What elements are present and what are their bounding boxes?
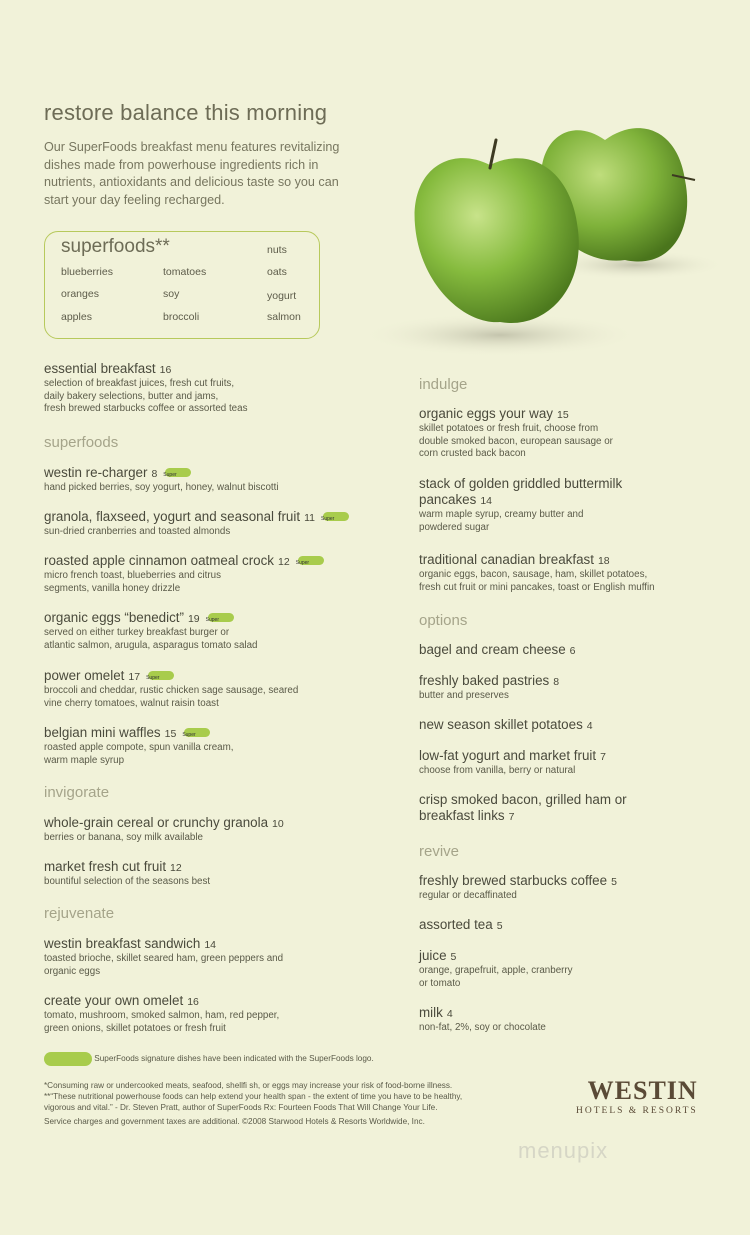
item-name: whole-grain cereal or crunchy granola: [44, 815, 269, 830]
menu-item: [419, 673, 749, 703]
item-price: 5: [496, 920, 503, 932]
menu-item: [419, 748, 749, 778]
item-description: non-fat, 2%, soy or chocolate: [419, 1022, 546, 1033]
menu-item: [44, 859, 374, 889]
item-description: butter and preserves: [419, 690, 509, 701]
item-price: 4: [586, 720, 593, 732]
item-description: bountiful selection of the seasons best: [44, 876, 211, 887]
menu-item: [44, 509, 384, 539]
item-price: 16: [187, 996, 199, 1008]
item-description: skillet potatoes or fresh fruit, choose from double smoked bacon, european sausage or corn crusted back bacon: [419, 423, 613, 459]
superfoods-logo-icon: [148, 671, 174, 680]
item-description: roasted apple compote, spun vanilla cream, warm maple syrup: [44, 742, 234, 766]
superfood-item: oats: [267, 266, 287, 278]
item-name: belgian mini waffles: [44, 725, 161, 740]
watermark: menupix: [518, 1138, 609, 1163]
footnote-line: **“These nutritional powerhouse foods can help extend your health span - the extent of time you have to be healthy,: [44, 1092, 463, 1101]
footnote-line: *Consuming raw or undercooked meats, seafood, shellfi sh, or eggs may increase your risk of food-borne illness.: [44, 1081, 453, 1090]
item-description: served on either turkey breakfast burger or atlantic salmon, arugula, asparagus tomato salad: [44, 627, 258, 651]
menu-item: [44, 815, 374, 845]
item-description: hand picked berries, soy yogurt, honey, walnut biscotti: [44, 482, 279, 493]
item-description: broccoli and cheddar, rustic chicken sage sausage, seared vine cherry tomatoes, walnut raisin toast: [44, 685, 299, 709]
item-price: 5: [450, 951, 457, 963]
menu-item: [44, 668, 374, 710]
item-name: crisp smoked bacon, grilled ham or breakfast links: [419, 792, 627, 823]
superfood-item: soy: [163, 288, 180, 300]
item-description: regular or decaffinated: [419, 890, 517, 901]
item-description: selection of breakfast juices, fresh cut fruits, daily bakery selections, butter and jams, fresh brewed starbucks coffee or assorted teas: [44, 378, 248, 414]
item-name: organic eggs “benedict”: [44, 610, 184, 625]
item-price: 10: [272, 818, 284, 830]
item-description: orange, grapefruit, apple, cranberry or tomato: [419, 965, 573, 989]
menu-item: [419, 552, 749, 594]
item-description: berries or banana, soy milk available: [44, 832, 204, 843]
menu-item: [419, 917, 749, 934]
superfood-item: yogurt: [267, 290, 297, 302]
brand-subtitle: HOTELS & RESORTS: [576, 1106, 698, 1116]
menu-item: [44, 993, 374, 1035]
item-name: westin re-charger: [44, 465, 148, 480]
item-name: bagel and cream cheese: [419, 642, 566, 657]
item-description: tomato, mushroom, smoked salmon, ham, red pepper, green onions, skillet potatoes or fresh fruit: [44, 1010, 280, 1034]
item-name: stack of golden griddled buttermilk pancakes: [419, 476, 623, 507]
section-heading-options: options: [419, 612, 468, 629]
item-price: 16: [159, 364, 172, 376]
item-price: 8: [553, 676, 560, 688]
item-name: assorted tea: [419, 917, 493, 932]
item-name: low-fat yogurt and market fruit: [419, 748, 597, 763]
item-description: micro french toast, blueberries and citrus segments, vanilla honey drizzle: [44, 570, 221, 594]
superfoods-logo-icon: [184, 728, 210, 737]
item-description: toasted brioche, skillet seared ham, green peppers and organic eggs: [44, 953, 284, 977]
item-description: choose from vanilla, berry or natural: [419, 765, 576, 776]
section-heading-indulge: indulge: [419, 376, 468, 393]
green-apples-image: [350, 110, 750, 370]
item-price: 18: [597, 555, 610, 567]
apples-svg: [350, 110, 750, 370]
superfoods-logo-icon: [208, 613, 234, 622]
item-price: 19: [187, 613, 200, 625]
menu-item: [44, 553, 374, 595]
menu-item: [419, 406, 749, 461]
item-price: 14: [480, 495, 493, 507]
item-name: organic eggs your way: [419, 406, 553, 421]
item-name: freshly brewed starbucks coffee: [419, 873, 608, 888]
superfoods-logo-icon: [165, 468, 191, 477]
westin-logo: [576, 1076, 698, 1116]
superfood-item: salmon: [267, 311, 301, 323]
superfoods-logo-icon: [323, 512, 349, 521]
item-name: westin breakfast sandwich: [44, 936, 201, 951]
item-name: milk: [419, 1005, 443, 1020]
item-price: 12: [278, 556, 290, 568]
item-name: essential breakfast: [44, 361, 156, 376]
menu-item: [419, 948, 749, 990]
superfoods-title: superfoods**: [61, 236, 170, 257]
item-price: 15: [164, 728, 177, 740]
item-price: 4: [446, 1008, 453, 1020]
menu-item: [419, 642, 749, 659]
item-price: 15: [556, 409, 569, 421]
item-description: sun-dried cranberries and toasted almonds: [44, 526, 231, 537]
item-name: juice: [419, 948, 447, 963]
footnote-line: Service charges and government taxes are additional. ©2008 Starwood Hotels & Resorts Worldwide, Inc.: [44, 1117, 425, 1126]
superfood-item: nuts: [267, 244, 287, 256]
superfood-item: tomatoes: [163, 266, 207, 278]
item-name: power omelet: [44, 668, 125, 683]
superfoods-logo-icon: [44, 1052, 92, 1066]
item-price: 6: [569, 645, 576, 657]
section-heading-invigorate: invigorate: [44, 784, 110, 801]
item-name: roasted apple cinnamon oatmeal crock: [44, 553, 275, 568]
superfoods-logo-note: [44, 1052, 374, 1066]
menu-item: [44, 465, 374, 495]
item-price: 7: [600, 751, 606, 763]
item-description: organic eggs, bacon, sausage, ham, skillet potatoes, fresh cut fruit or mini pancakes, toast or English muffin: [419, 569, 655, 593]
brand-name: WESTIN: [587, 1076, 698, 1105]
item-price: 11: [304, 512, 315, 524]
menu-item: [419, 792, 719, 825]
menu-item: [44, 725, 374, 767]
superfood-item: broccoli: [163, 311, 200, 323]
menu-headline: restore balance this morning: [44, 100, 328, 125]
item-price: 5: [611, 876, 617, 888]
item-price: 17: [128, 671, 141, 683]
menu-item: [419, 717, 749, 734]
menu-intro: Our SuperFoods breakfast menu features revitalizing dishes made from powerhouse ingredients rich in nutrients, antioxidants and delicious taste so you can start your day feeling recharged.: [44, 140, 340, 207]
logo-note-text: SuperFoods signature dishes have been indicated with the SuperFoods logo.: [94, 1054, 374, 1064]
menu-item: [419, 1005, 749, 1035]
item-name: new season skillet potatoes: [419, 717, 583, 732]
section-heading-revive: revive: [419, 843, 460, 860]
menu-item: [419, 873, 749, 903]
menu-item: [419, 476, 719, 534]
item-name: create your own omelet: [44, 993, 184, 1008]
superfood-item: apples: [61, 311, 92, 323]
item-price: 8: [151, 468, 158, 480]
item-price: 14: [204, 939, 216, 951]
item-name: freshly baked pastries: [419, 673, 550, 688]
menu-item: [44, 610, 374, 652]
section-heading-rejuvenate: rejuvenate: [44, 905, 115, 922]
superfood-item: blueberries: [61, 266, 113, 278]
menu-item: [44, 361, 374, 416]
item-name: market fresh cut fruit: [44, 859, 167, 874]
superfood-item: oranges: [61, 288, 99, 300]
superfoods-logo-icon: [298, 556, 324, 565]
footnote-line: vigorous and vital.” - Dr. Steven Pratt, author of SuperFoods Rx: Fourteen Foods That Will Change Your Life.: [44, 1103, 438, 1112]
item-price: 7: [508, 811, 515, 823]
menu-item: [44, 936, 374, 978]
item-name: traditional canadian breakfast: [419, 552, 594, 567]
item-description: warm maple syrup, creamy butter and powdered sugar: [419, 509, 584, 533]
item-price: 12: [170, 862, 182, 874]
superfoods-box: [44, 231, 320, 339]
item-name: granola, flaxseed, yogurt and seasonal fruit: [44, 509, 301, 524]
section-heading-superfoods: superfoods: [44, 434, 119, 451]
